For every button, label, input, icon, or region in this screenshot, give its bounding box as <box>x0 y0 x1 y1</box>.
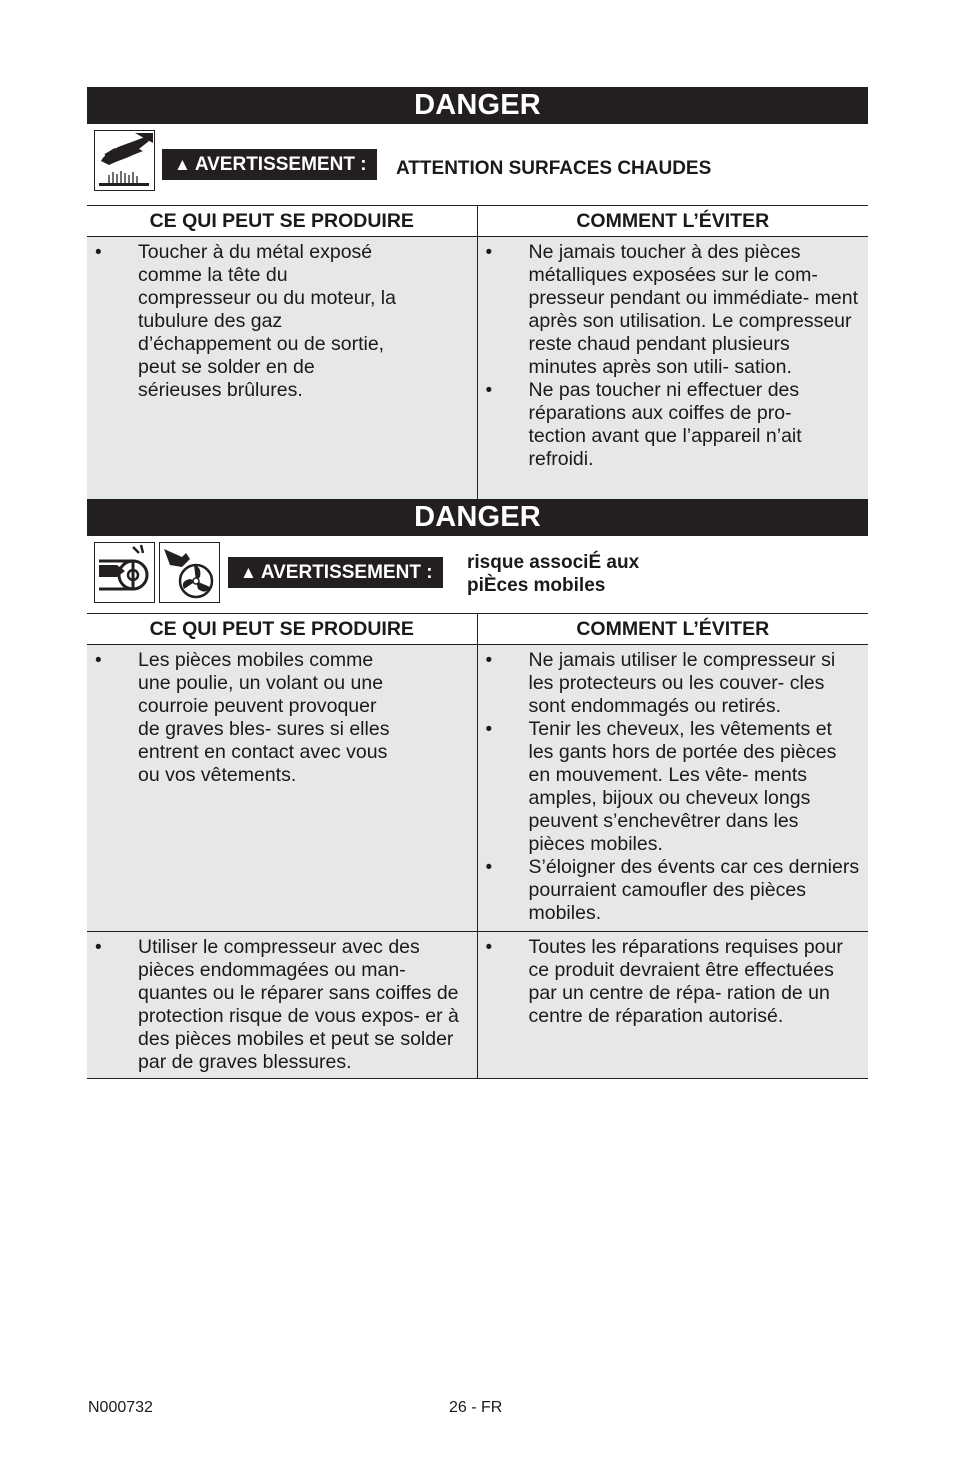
list-item: • Toucher à du métal exposé comme la tête du compresseur ou du moteur, la tubulure des gaz d’échappement ou de sortie, peut se solder en de sérieuses brûlures. <box>87 241 406 402</box>
col-header-how-to-avoid: COMMENT L’ÉVITER <box>477 206 868 237</box>
warning-label: ▲ AVERTISSEMENT : <box>228 557 443 588</box>
hot-surface-icon <box>94 130 155 191</box>
fan-blade-hand-icon <box>159 542 220 603</box>
table-cell <box>477 932 868 1079</box>
list-item: • Utiliser le compresseur avec des pièces endommagées ou man- quantes ou le réparer sans coiffes de protection risque de vous expos- er à des pièces mobiles et peut se solder par de graves blessures. <box>87 936 477 1074</box>
col-header-what-can-happen: CE QUI PEUT SE PRODUIRE <box>87 206 477 237</box>
danger-banner: DANGER <box>87 499 868 536</box>
list-item: • Ne jamais toucher à des pièces métalliques exposées sur le com- presseur pendant ou immédiate- ment après son utilisation. Le compresseur reste chaud pendant plusieurs minutes après son utili- sation. <box>478 241 869 379</box>
hazard-table-hot <box>87 205 868 499</box>
col-header-how-to-avoid: COMMENT L’ÉVITER <box>477 614 868 645</box>
table-cell <box>477 645 868 932</box>
table-cell <box>87 237 477 499</box>
danger-banner: DANGER <box>87 87 868 124</box>
list-item: • Toutes les réparations requises pour ce produit devraient être effectuées par un centre de répa- ration de un centre de réparation autorisé. <box>478 936 869 1028</box>
list-item: • Ne jamais utiliser le compresseur si les protecteurs ou les couver- cles sont endommagés ou retirés. <box>478 649 869 718</box>
hazard-title: ATTENTION SURFACES CHAUDES <box>396 158 712 179</box>
table-cell <box>87 932 477 1079</box>
table-cell <box>477 237 868 499</box>
list-item: • Tenir les cheveux, les vêtements et les gants hors de portée des pièces en mouvement. Les vête- ments amples, bijoux ou cheveux longs peuvent s’enchevêtrer dans les pièces mobiles. <box>478 718 869 856</box>
warning-label: ▲ AVERTISSEMENT : <box>162 149 377 180</box>
list-item: • Les pièces mobiles comme une poulie, un volant ou une courroie peuvent provoquer de graves bles- sures si elles entrent en contact avec vous ou vos vêtements. <box>87 649 411 787</box>
list-item: • Ne pas toucher ni effectuer des réparations aux coiffes de pro- tection avant que l’appareil n’ait refroidi. <box>478 379 837 471</box>
document-number: N000732 <box>88 1399 153 1416</box>
warning-triangle-icon: ▲ <box>240 563 257 582</box>
list-item: • S’éloigner des évents car ces derniers pourraient camoufler des pièces mobiles. <box>478 856 869 925</box>
table-cell <box>87 645 477 932</box>
warning-triangle-icon: ▲ <box>174 155 191 174</box>
hazard-table-moving-parts <box>87 613 868 1079</box>
belt-pulley-entanglement-icon <box>94 542 155 603</box>
hazard-title: risque associÉ aux piÈces mobiles <box>467 552 640 596</box>
col-header-what-can-happen: CE QUI PEUT SE PRODUIRE <box>87 614 477 645</box>
page-number: 26 - FR <box>449 1399 503 1416</box>
